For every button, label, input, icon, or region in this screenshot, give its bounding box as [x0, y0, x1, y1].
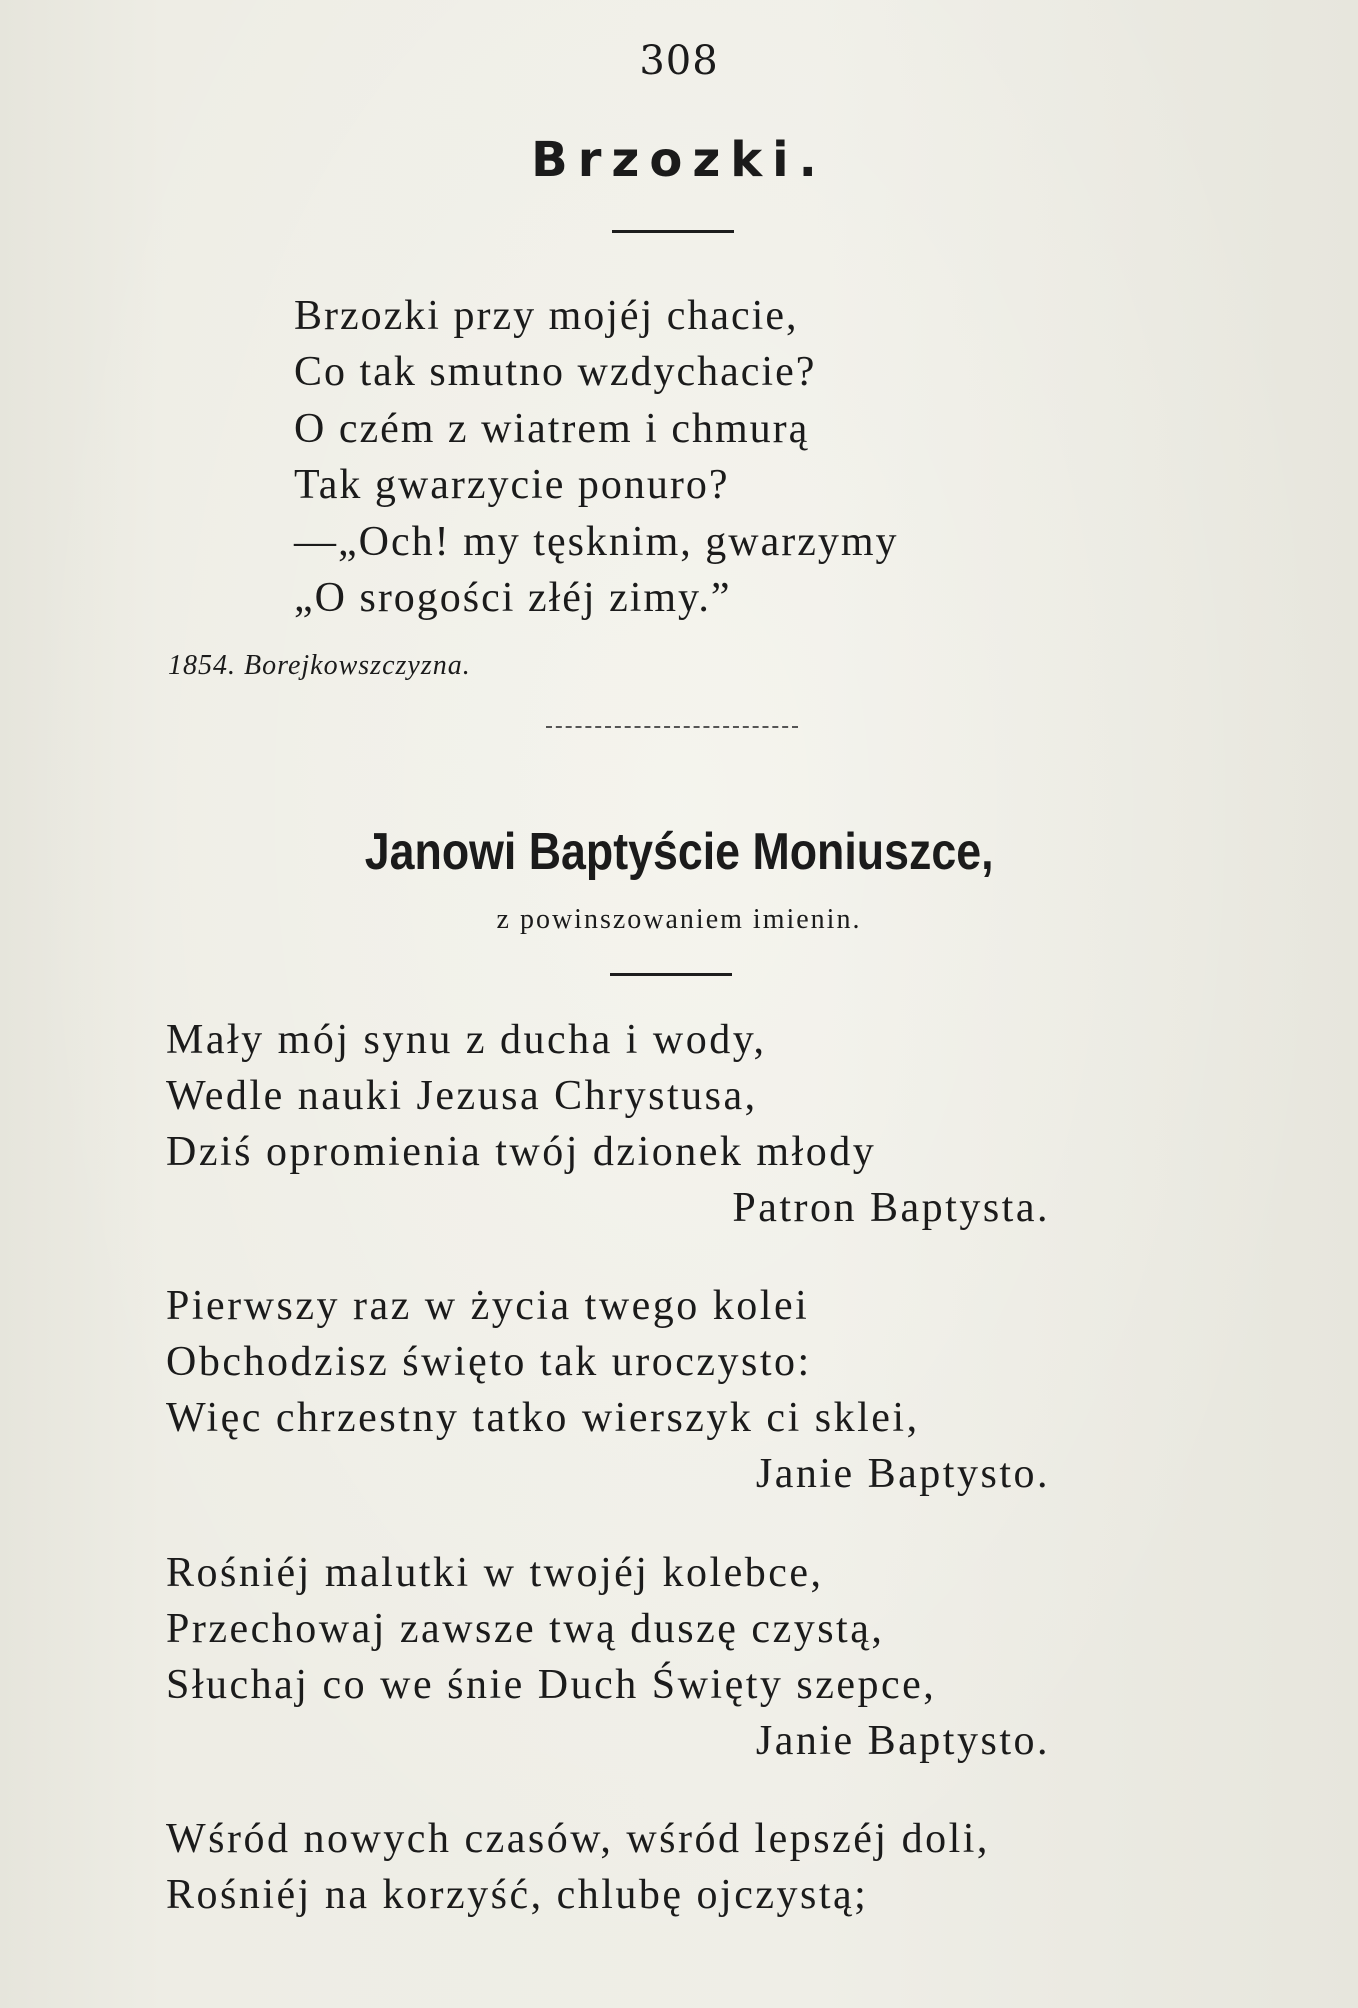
- refrain-line: Janie Baptysto.: [755, 1718, 1050, 1764]
- verse-line: Przechowaj zawsze twą duszę czystą,: [166, 1606, 885, 1652]
- verse-line: —„Och! my tęsknim, gwarzymy: [294, 519, 899, 565]
- section-divider: [546, 726, 798, 728]
- verse-line: O czém z wiatrem i chmurą: [294, 406, 810, 452]
- verse-line: Dziś opromienia twój dzionek młody: [166, 1129, 877, 1175]
- poem-subtitle: z powinszowaniem imienin.: [496, 904, 862, 935]
- verse-line: Obchodzisz święto tak uroczysto:: [166, 1339, 812, 1385]
- verse-line: Tak gwarzycie ponuro?: [294, 462, 730, 508]
- page-number: 308: [639, 38, 719, 84]
- verse-line: Mały mój synu z ducha i wody,: [166, 1017, 767, 1063]
- verse-line: „O srogości złéj zimy.”: [294, 575, 732, 621]
- verse-line: Słuchaj co we śnie Duch Święty szepce,: [166, 1662, 937, 1708]
- verse-line: Rośniéj na korzyść, chlubę ojczystą;: [166, 1872, 869, 1918]
- date-place: 1854. Borejkowszczyzna.: [168, 650, 471, 681]
- verse-line: Rośniéj malutki w twojéj kolebce,: [166, 1550, 824, 1596]
- refrain-line: Janie Baptysto.: [755, 1451, 1050, 1497]
- verse-line: Brzozki przy mojéj chacie,: [294, 293, 799, 339]
- refrain-line: Patron Baptysta.: [732, 1185, 1050, 1231]
- verse-line: Co tak smutno wzdychacie?: [294, 349, 817, 395]
- verse-line: Więc chrzestny tatko wierszyk ci sklei,: [166, 1395, 920, 1441]
- verse-line: Wedle nauki Jezusa Chrystusa,: [166, 1073, 758, 1119]
- title-rule: [612, 230, 734, 233]
- verse-line: Wśród nowych czasów, wśród lepszéj doli,: [166, 1816, 990, 1862]
- verse-line: Pierwszy raz w życia twego kolei: [166, 1283, 810, 1329]
- title-rule: [610, 973, 732, 976]
- poem-title-brzozki: Brzozki.: [531, 132, 827, 188]
- poem-title-moniuszko: Janowi Baptyście Moniuszce,: [364, 823, 994, 881]
